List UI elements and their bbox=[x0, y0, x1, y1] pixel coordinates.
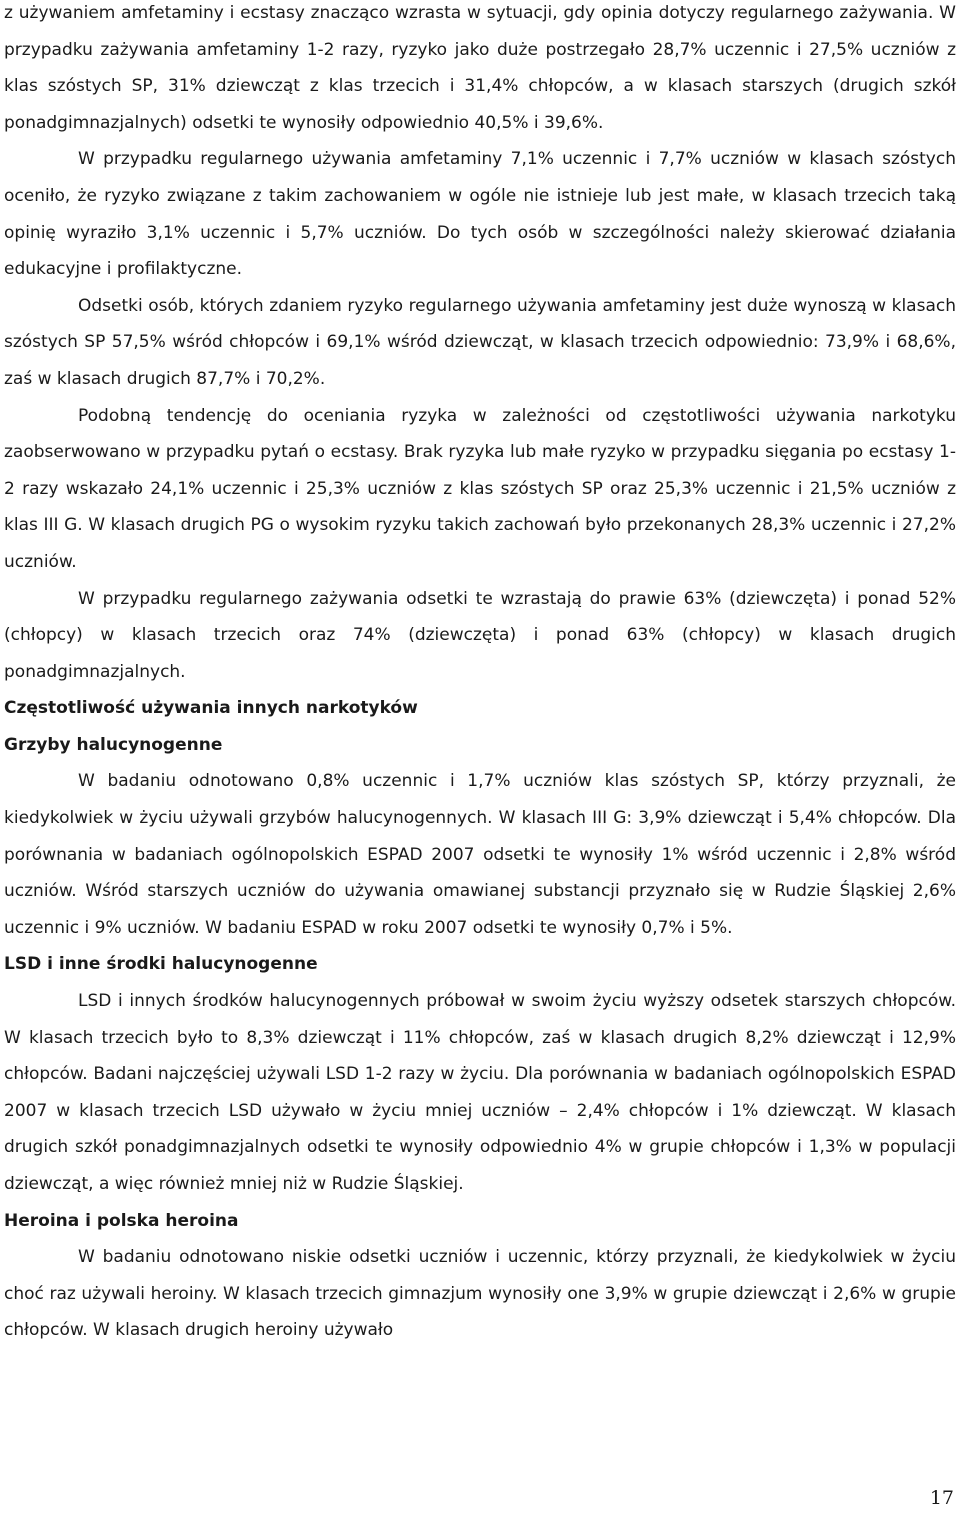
paragraph-regular-amphetamine-high-risk: Odsetki osób, których zdaniem ryzyko regularnego używania amfetaminy jest duże wynoszą w klasach szóstych SP 57,5% wśród chłopców i 69,1% wśród dziewcząt, w klasach trzecich odpowiednio: 73,9% i 68,6%, zaś w klasach drugich 87,7% i 70,2%. bbox=[4, 295, 956, 389]
document-page bbox=[4, 0, 956, 1349]
subheading-lsd: LSD i inne środki halucynogenne bbox=[4, 954, 318, 975]
paragraph-amphetamine-risk-continued: z używaniem amfetaminy i ecstasy znacząco wzrasta w sytuacji, gdy opinia dotyczy regularnego zażywania. W przypadku zażywania amfetaminy 1-2 razy, ryzyko jako duże postrzegało 28,7% uczennic i 27,5% uczniów z klas szóstych SP, 31% dziewcząt z klas trzecich i 31,4% chłopców, a w klasach starszych (drugich szkół ponadgimnazjalnych) odsetki te wynosiły odpowiednio 40,5% i 39,6%. bbox=[4, 3, 956, 133]
paragraph-mushrooms: W badaniu odnotowano 0,8% uczennic i 1,7% uczniów klas szóstych SP, którzy przyznali, że kiedykolwiek w życiu używali grzybów halucynogennych. W klasach III G: 3,9% dziewcząt i 5,4% chłopców. Dla porównania w badaniach ogólnopolskich ESPAD 2007 odsetki te wynosiły 1% wśród uczennic i 2,8% wśród uczniów. Wśród starszych uczniów do używania omawianej substancji przyznało się w Rudzie Śląskiej 2,6% uczennic i 9% uczniów. W badaniu ESPAD w roku 2007 odsetki te wynosiły 0,7% i 5%. bbox=[4, 771, 956, 938]
paragraph-regular-ecstasy: W przypadku regularnego zażywania odsetki te wzrastają do prawie 63% (dziewczęta) i ponad 52% (chłopcy) w klasach trzecich oraz 74% (dziewczęta) i ponad 63% (chłopcy) w klasach drugich ponadgimnazjalnych. bbox=[4, 588, 956, 682]
page-number: 17 bbox=[929, 1487, 954, 1509]
section-heading-other-drugs: Częstotliwość używania innych narkotyków bbox=[4, 698, 418, 719]
paragraph-lsd: LSD i innych środków halucynogennych próbował w swoim życiu wyższy odsetek starszych chłopców. W klasach trzecich było to 8,3% dziewcząt i 11% chłopców, zaś w klasach drugich 8,2% dziewcząt i 12,9% chłopców. Badani najczęściej używali LSD 1-2 razy w życiu. Dla porównania w badaniach ogólnopolskich ESPAD 2007 w klasach trzecich LSD używało w życiu mniej uczniów – 2,4% chłopców i 1% dziewcząt. W klasach drugich szkół ponadgimnazjalnych odsetki te wynosiły odpowiednio 4% w grupie chłopców i 1,3% w populacji dziewcząt, a więc również mniej niż w Rudzie Śląskiej. bbox=[4, 991, 956, 1194]
subheading-mushrooms: Grzyby halucynogenne bbox=[4, 734, 223, 755]
subheading-heroin: Heroina i polska heroina bbox=[4, 1210, 239, 1231]
paragraph-heroin: W badaniu odnotowano niskie odsetki uczniów i uczennic, którzy przyznali, że kiedykolwiek w życiu choć raz używali heroiny. W klasach trzecich gimnazjum wynosiły one 3,9% w grupie dziewcząt i 2,6% w grupie chłopców. W klasach drugich heroiny używało bbox=[4, 1247, 956, 1341]
paragraph-ecstasy-risk: Podobną tendencję do oceniania ryzyka w zależności od częstotliwości używania narkotyku zaobserwowano w przypadku pytań o ecstasy. Brak ryzyka lub małe ryzyko w przypadku sięgania po ecstasy 1-2 razy wskazało 24,1% uczennic i 25,3% uczniów z klas szóstych SP oraz 25,3% uczennic i 21,5% uczniów z klas III G. W klasach drugich PG o wysokim ryzyku takich zachowań było przekonanych 28,3% uczennic i 27,2% uczniów. bbox=[4, 405, 956, 572]
paragraph-regular-amphetamine-low-risk: W przypadku regularnego używania amfetaminy 7,1% uczennic i 7,7% uczniów w klasach szóstych oceniło, że ryzyko związane z takim zachowaniem w ogóle nie istnieje lub jest małe, w klasach trzecich taką opinię wyraziło 3,1% uczennic i 5,7% uczniów. Do tych osób w szczególności należy skierować działania edukacyjne i profilaktyczne. bbox=[4, 149, 956, 280]
